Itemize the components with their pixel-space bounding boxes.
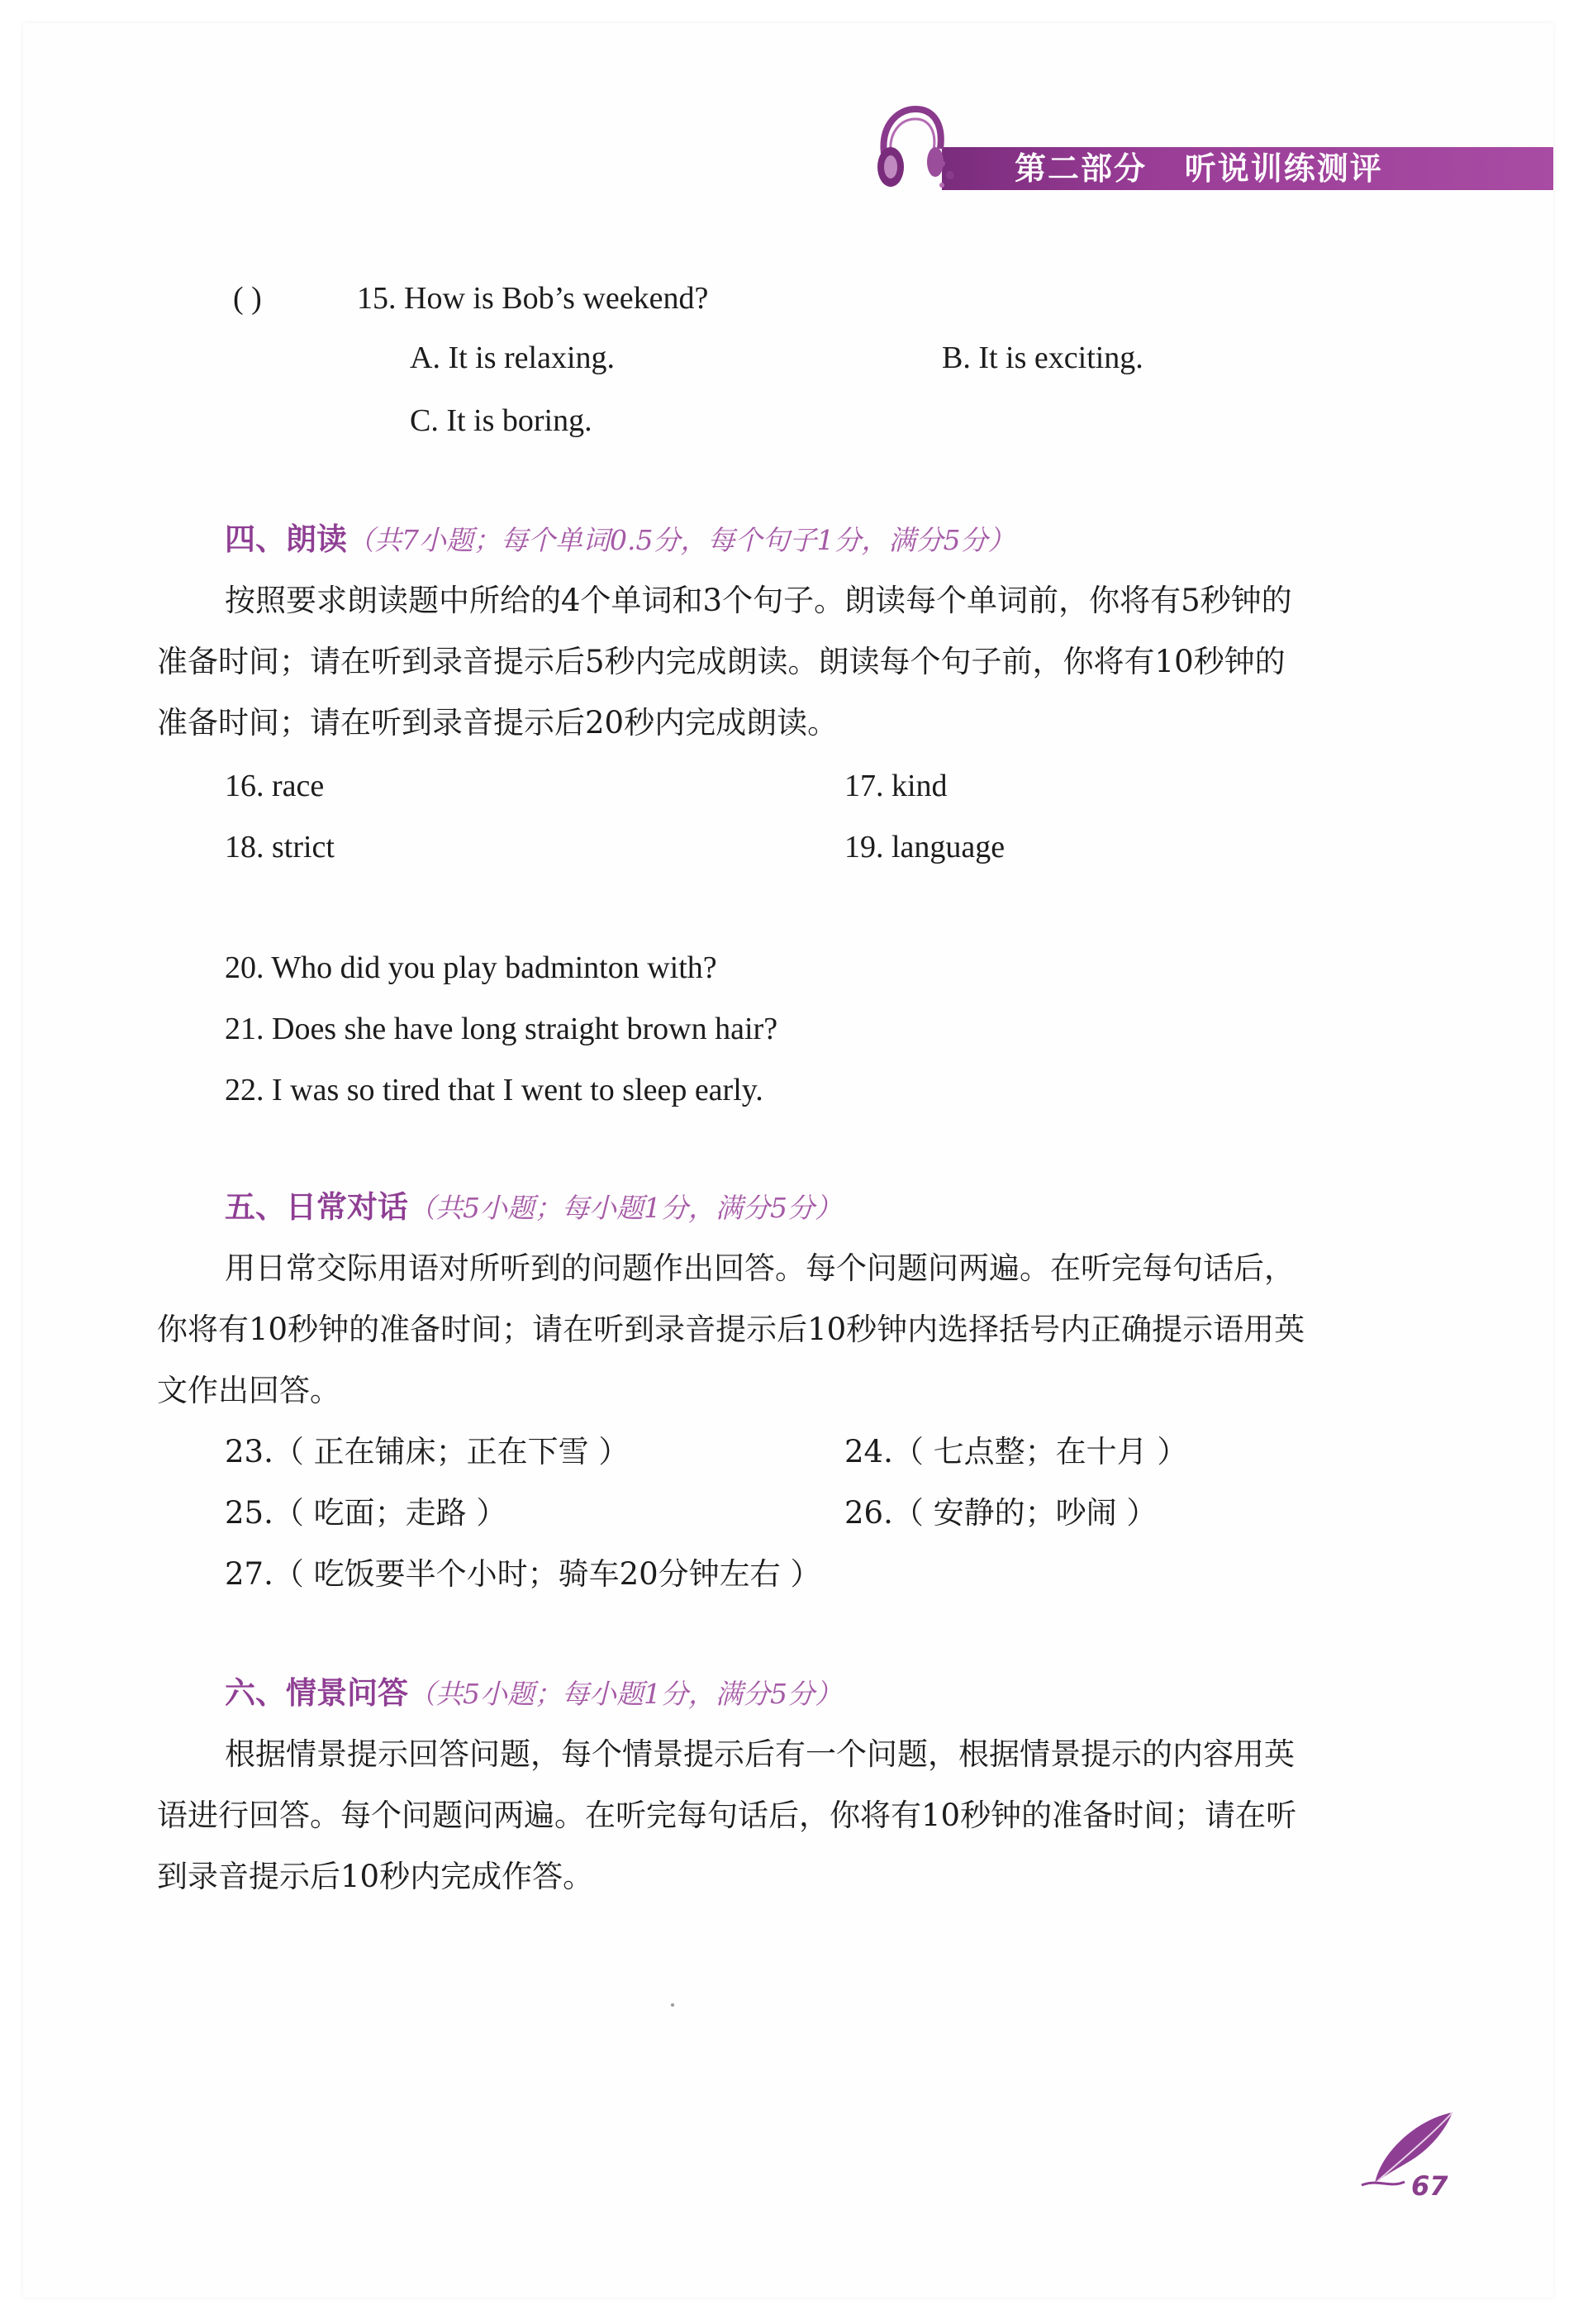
section-5-heading: 五、日常对话 <box>225 1189 408 1225</box>
section-4-instruction-3: 准备时间；请在听到录音提示后20秒内完成朗读。 <box>157 705 839 741</box>
section-4-instruction-2: 准备时间；请在听到录音提示后5秒内完成朗读。朗读每个句子前，你将有10秒钟的 <box>157 644 1286 679</box>
section-5-note: （共5小题；每小题1分，满分5分） <box>408 1192 842 1224</box>
sentence-20: 20. Who did you play badminton with? <box>225 950 717 985</box>
section-5-instruction-1: 用日常交际用语对所听到的问题作出回答。每个问题问两遍。在听完每句话后， <box>225 1250 1295 1286</box>
section-6-instruction-1: 根据情景提示回答问题，每个情景提示后有一个问题，根据情景提示的内容用英 <box>225 1736 1295 1772</box>
item-24: 24.（ 七点整；在十月 ） <box>844 1434 1188 1469</box>
section-4-instruction-1: 按照要求朗读题中所给的4个单词和3个句子。朗读每个单词前，你将有5秒钟的 <box>225 583 1292 618</box>
section-5-instruction-3: 文作出回答。 <box>157 1373 340 1408</box>
section-5-title <box>225 1187 842 1229</box>
section-6-instruction-3: 到录音提示后10秒内完成作答。 <box>157 1859 594 1894</box>
item-23: 23.（ 正在铺床；正在下雪 ） <box>225 1434 630 1469</box>
option-c: C. It is boring. <box>410 403 592 438</box>
print-mark <box>671 2003 674 2007</box>
section-4-note: （共7小题；每个单词0.5分，每个句子1分，满分5分） <box>347 524 1015 556</box>
option-a: A. It is relaxing. <box>410 341 616 375</box>
section-6-title <box>225 1673 842 1715</box>
word-17: 17. kind <box>844 769 948 803</box>
section-4-title <box>225 519 1015 561</box>
item-25: 25.（ 吃面；走路 ） <box>225 1495 507 1531</box>
page-number: 67 <box>1411 2170 1448 2202</box>
sentence-21: 21. Does she have long straight brown hair? <box>225 1012 778 1046</box>
answer-paren: ( ) <box>233 281 262 316</box>
question-15: 15. How is Bob’s weekend? <box>357 281 709 316</box>
section-6-instruction-2: 语进行回答。每个问题问两遍。在听完每句话后，你将有10秒钟的准备时间；请在听 <box>157 1798 1297 1833</box>
option-b: B. It is exciting. <box>942 341 1143 375</box>
decorative-dots-icon <box>935 157 960 190</box>
section-4-heading: 四、朗读 <box>225 521 347 557</box>
section-6-heading: 六、情景问答 <box>225 1675 408 1711</box>
section-5-instruction-2: 你将有10秒钟的准备时间；请在听到录音提示后10秒钟内选择括号内正确提示语用英 <box>157 1312 1305 1347</box>
word-16: 16. race <box>225 769 325 803</box>
page <box>23 23 1553 2298</box>
sentence-22: 22. I was so tired that I went to sleep early. <box>225 1073 763 1107</box>
header-title: 第二部分 听说训练测评 <box>1015 150 1383 187</box>
word-18: 18. strict <box>225 830 335 864</box>
word-19: 19. language <box>844 830 1006 864</box>
item-26: 26.（ 安静的；吵闹 ） <box>844 1495 1158 1531</box>
item-27: 27.（ 吃饭要半个小时；骑车20分钟左右 ） <box>225 1556 821 1592</box>
section-6-note: （共5小题；每小题1分，满分5分） <box>408 1678 842 1710</box>
